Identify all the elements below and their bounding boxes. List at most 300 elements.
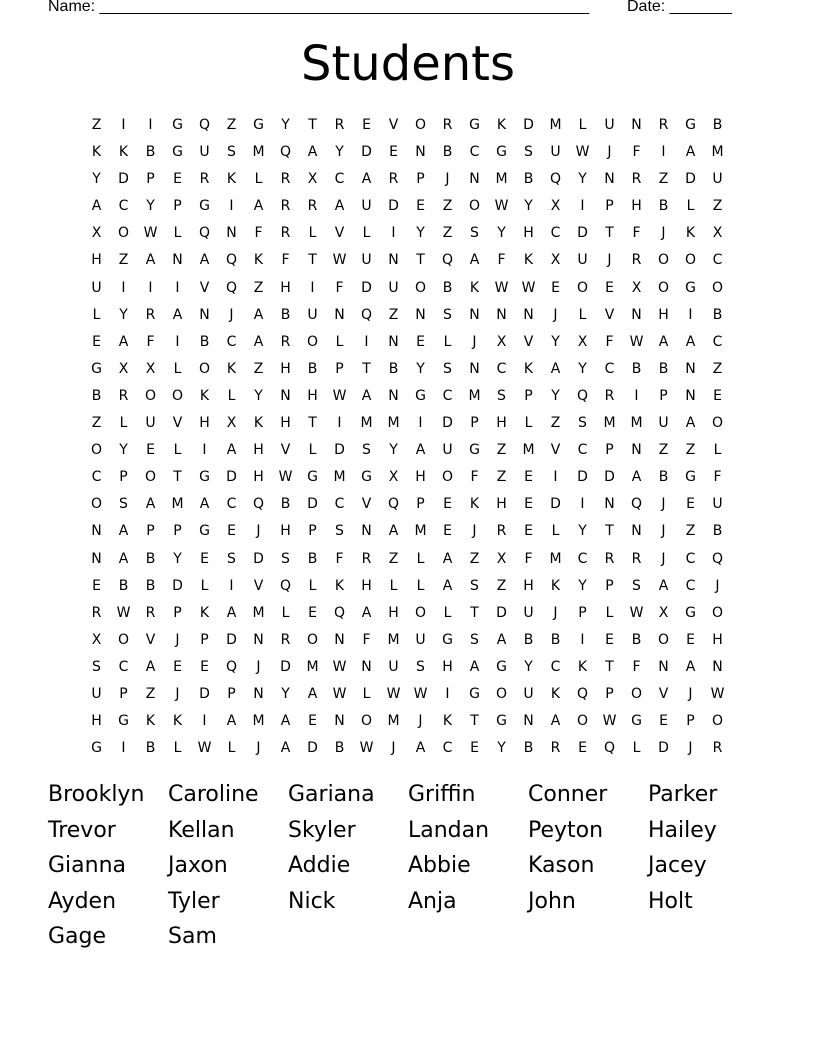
grid-row — [83, 627, 731, 654]
grid-letter: V — [145, 631, 156, 648]
grid-letter: I — [175, 333, 180, 350]
grid-letter: W — [710, 685, 725, 702]
grid-letter: X — [631, 279, 642, 296]
grid-letter: N — [496, 306, 507, 323]
grid-row — [83, 275, 731, 302]
grid-letter: M — [171, 496, 184, 513]
grid-letter: H — [280, 360, 291, 377]
grid-letter: C — [685, 577, 696, 594]
grid-letter: E — [443, 496, 452, 513]
grid-letter: M — [252, 144, 265, 161]
grid-letter: P — [146, 523, 155, 540]
grid-letter: B — [712, 306, 723, 323]
grid-letter: B — [658, 360, 669, 377]
grid-letter: L — [578, 117, 587, 133]
grid-letter: I — [580, 631, 585, 648]
grid-letter: B — [280, 306, 291, 323]
grid-letter: L — [308, 225, 317, 242]
grid-letter: G — [685, 117, 696, 133]
grid-letter: N — [685, 387, 696, 404]
grid-letter: P — [578, 604, 587, 621]
grid-letter: Q — [279, 577, 292, 594]
grid-letter: P — [416, 496, 425, 513]
grid-letter: F — [497, 252, 506, 269]
grid-letter: Y — [578, 171, 587, 188]
grid-letter: E — [605, 631, 614, 648]
grid-letter: K — [523, 360, 534, 377]
grid-letter: U — [361, 198, 372, 215]
grid-letter: K — [145, 713, 156, 730]
grid-letter: O — [576, 713, 589, 730]
grid-letter: W — [359, 740, 374, 757]
grid-letter: A — [253, 306, 264, 323]
grid-letter: S — [443, 306, 452, 323]
grid-letter: U — [415, 631, 426, 648]
grid-letter: L — [254, 171, 263, 188]
grid-letter: X — [91, 225, 102, 242]
grid-row — [83, 329, 731, 356]
grid-letter: I — [121, 117, 126, 133]
grid-letter: I — [661, 144, 666, 161]
grid-letter: K — [226, 360, 237, 377]
grid-letter: Z — [496, 442, 507, 459]
grid-letter: U — [550, 144, 561, 161]
grid-letter: T — [470, 604, 479, 621]
grid-letter: W — [143, 225, 158, 242]
grid-row — [83, 546, 731, 573]
grid-letter: D — [685, 171, 696, 188]
grid-letter: G — [307, 469, 318, 486]
grid-letter: Z — [253, 360, 264, 377]
grid-letter: R — [199, 171, 210, 188]
grid-letter: P — [605, 577, 614, 594]
grid-letter: N — [334, 306, 345, 323]
grid-letter: G — [496, 713, 507, 730]
grid-row — [83, 654, 731, 681]
grid-letter: X — [145, 360, 156, 377]
grid-letter: X — [550, 198, 561, 215]
grid-letter: M — [387, 713, 400, 730]
grid-letter: L — [308, 442, 317, 459]
word-bank-item: Peyton — [528, 817, 604, 843]
grid-letter: H — [91, 252, 102, 269]
grid-letter: R — [145, 306, 156, 323]
grid-letter: B — [712, 117, 723, 133]
grid-letter: Z — [496, 577, 507, 594]
word-bank-item: Gage — [48, 924, 107, 949]
grid-letter: I — [121, 740, 126, 757]
grid-letter: F — [524, 550, 533, 567]
grid-letter: N — [172, 252, 183, 269]
grid-letter: D — [658, 740, 669, 757]
grid-letter: B — [523, 171, 534, 188]
grid-letter: W — [629, 333, 644, 350]
grid-letter: L — [281, 604, 290, 621]
grid-letter: V — [172, 415, 183, 432]
grid-letter: Z — [442, 198, 453, 215]
grid-letter: Z — [685, 442, 696, 459]
grid-letter: H — [253, 469, 264, 486]
grid-letter: Y — [497, 740, 506, 757]
grid-letter: Z — [388, 550, 399, 567]
grid-letter: H — [523, 225, 534, 242]
grid-letter: N — [523, 713, 534, 730]
grid-letter: Z — [550, 415, 561, 432]
grid-letter: I — [310, 279, 315, 296]
grid-letter: I — [148, 279, 153, 296]
grid-letter: L — [416, 550, 425, 567]
grid-letter: D — [280, 658, 291, 675]
grid-letter: O — [711, 279, 724, 296]
grid-letter: O — [90, 496, 103, 513]
word-bank-item: John — [528, 888, 576, 914]
grid-letter: N — [712, 658, 723, 675]
grid-letter: C — [712, 333, 723, 350]
grid-letter: A — [145, 658, 156, 675]
grid-row — [83, 491, 731, 518]
grid-letter: Q — [576, 685, 589, 702]
grid-letter: I — [445, 685, 450, 702]
grid-letter: Q — [225, 658, 238, 675]
grid-letter: L — [686, 198, 695, 215]
grid-letter: I — [121, 279, 126, 296]
grid-letter: Q — [198, 225, 211, 242]
grid-letter: U — [307, 306, 318, 323]
grid-letter: U — [361, 252, 372, 269]
grid-letter: P — [470, 415, 479, 432]
grid-letter: N — [334, 713, 345, 730]
grid-letter: P — [119, 685, 128, 702]
grid-letter: B — [145, 144, 156, 161]
grid-letter: M — [252, 713, 265, 730]
grid-letter: O — [306, 631, 319, 648]
grid-letter: O — [711, 713, 724, 730]
grid-letter: O — [360, 713, 373, 730]
grid-letter: I — [175, 279, 180, 296]
grid-letter: N — [685, 360, 696, 377]
grid-letter: K — [442, 713, 453, 730]
grid-letter: X — [388, 469, 399, 486]
grid-letter: O — [117, 225, 130, 242]
grid-row — [83, 573, 731, 600]
grid-letter: E — [713, 387, 722, 404]
grid-letter: Z — [658, 171, 669, 188]
grid-letter: I — [580, 496, 585, 513]
grid-row — [83, 220, 731, 247]
grid-letter: A — [550, 713, 561, 730]
grid-letter: L — [605, 604, 614, 621]
grid-letter: S — [443, 360, 452, 377]
grid-letter: L — [308, 577, 317, 594]
grid-letter: Y — [254, 387, 263, 404]
grid-letter: G — [685, 469, 696, 486]
grid-letter: U — [91, 279, 102, 296]
grid-letter: A — [685, 415, 696, 432]
grid-letter: K — [253, 415, 264, 432]
grid-letter: C — [442, 740, 453, 757]
grid-letter: Q — [711, 550, 724, 567]
grid-letter: G — [199, 198, 210, 215]
grid-letter: O — [711, 415, 724, 432]
grid-letter: P — [605, 198, 614, 215]
grid-letter: B — [550, 631, 561, 648]
grid-letter: N — [388, 333, 399, 350]
grid-letter: M — [522, 442, 535, 459]
word-bank-item: Holt — [648, 888, 693, 914]
grid-letter: D — [334, 442, 345, 459]
grid-letter: T — [470, 713, 479, 730]
grid-letter: Y — [281, 117, 290, 133]
grid-letter: E — [227, 523, 236, 540]
grid-letter: E — [92, 333, 101, 350]
grid-letter: B — [523, 740, 534, 757]
grid-letter: P — [146, 171, 155, 188]
grid-letter: Y — [389, 442, 398, 459]
grid-letter: K — [577, 658, 588, 675]
grid-letter: A — [199, 252, 210, 269]
grid-letter: E — [686, 631, 695, 648]
grid-letter: Q — [576, 387, 589, 404]
grid-letter: C — [577, 550, 588, 567]
grid-letter: B — [280, 496, 291, 513]
grid-letter: H — [307, 387, 318, 404]
grid-letter: G — [91, 360, 102, 377]
grid-row — [83, 247, 731, 274]
grid-letter: M — [252, 604, 265, 621]
grid-letter: D — [307, 740, 318, 757]
grid-letter: A — [388, 523, 399, 540]
grid-letter: H — [631, 198, 642, 215]
grid-letter: W — [494, 279, 509, 296]
grid-letter: K — [199, 604, 210, 621]
grid-letter: C — [334, 496, 345, 513]
grid-letter: I — [337, 415, 342, 432]
grid-letter: Z — [118, 252, 129, 269]
grid-letter: O — [468, 198, 481, 215]
grid-letter: B — [199, 333, 210, 350]
grid-letter: V — [658, 685, 669, 702]
grid-letter: M — [414, 523, 427, 540]
grid-letter: L — [389, 577, 398, 594]
grid-letter: O — [90, 442, 103, 459]
grid-letter: S — [470, 577, 479, 594]
grid-letter: T — [605, 658, 614, 675]
word-bank-item: Brooklyn — [48, 782, 145, 807]
grid-letter: P — [416, 171, 425, 188]
grid-letter: G — [172, 144, 183, 161]
grid-letter: S — [470, 225, 479, 242]
grid-letter: J — [256, 740, 261, 757]
grid-letter: C — [469, 144, 480, 161]
grid-letter: A — [226, 442, 237, 459]
grid-letter: D — [496, 604, 507, 621]
grid-letter: O — [414, 279, 427, 296]
grid-letter: A — [307, 685, 318, 702]
grid-letter: A — [280, 713, 291, 730]
grid-letter: O — [306, 333, 319, 350]
grid-letter: O — [117, 631, 130, 648]
grid-letter: A — [415, 442, 426, 459]
grid-letter: A — [658, 333, 669, 350]
grid-letter: O — [414, 117, 427, 133]
grid-letter: I — [418, 415, 423, 432]
grid-letter: J — [688, 685, 693, 702]
grid-letter: V — [199, 279, 210, 296]
grid-letter: L — [335, 333, 344, 350]
grid-letter: N — [604, 496, 615, 513]
grid-letter: M — [387, 631, 400, 648]
grid-letter: K — [550, 577, 561, 594]
grid-letter: O — [144, 469, 157, 486]
grid-letter: K — [496, 117, 507, 133]
grid-letter: B — [145, 577, 156, 594]
grid-letter: K — [523, 252, 534, 269]
grid-letter: S — [497, 387, 506, 404]
grid-letter: Q — [360, 306, 373, 323]
grid-letter: L — [416, 577, 425, 594]
grid-letter: D — [577, 225, 588, 242]
grid-letter: J — [661, 523, 666, 540]
grid-row — [83, 735, 731, 762]
grid-letter: G — [118, 713, 129, 730]
grid-letter: B — [442, 279, 453, 296]
grid-letter: J — [391, 740, 396, 757]
grid-letter: Y — [119, 306, 128, 323]
grid-letter: F — [146, 333, 155, 350]
grid-letter: J — [553, 306, 558, 323]
page-title: Students — [301, 36, 515, 92]
grid-letter: R — [91, 604, 102, 621]
grid-letter: Y — [416, 360, 425, 377]
grid-letter: W — [197, 740, 212, 757]
grid-letter: D — [307, 496, 318, 513]
grid-letter: F — [254, 225, 263, 242]
grid-letter: G — [631, 713, 642, 730]
grid-letter: W — [386, 685, 401, 702]
grid-letter: T — [308, 415, 317, 432]
grid-letter: J — [256, 658, 261, 675]
grid-letter: Z — [91, 415, 102, 432]
grid-letter: A — [631, 469, 642, 486]
grid-letter: L — [173, 442, 182, 459]
grid-letter: J — [175, 685, 180, 702]
grid-letter: E — [416, 198, 425, 215]
grid-letter: F — [632, 658, 641, 675]
grid-letter: B — [712, 523, 723, 540]
grid-letter: P — [524, 387, 533, 404]
grid-letter: N — [199, 306, 210, 323]
grid-letter: Z — [91, 117, 102, 133]
grid-letter: P — [605, 685, 614, 702]
grid-letter: B — [523, 631, 534, 648]
grid-letter: K — [550, 685, 561, 702]
grid-letter: Z — [388, 306, 399, 323]
grid-row — [83, 600, 731, 627]
grid-letter: Q — [441, 252, 454, 269]
grid-letter: G — [253, 117, 264, 133]
grid-letter: S — [362, 442, 371, 459]
word-bank-item: Jacey — [648, 853, 707, 878]
grid-letter: C — [226, 496, 237, 513]
grid-letter: A — [550, 360, 561, 377]
grid-row — [83, 302, 731, 329]
grid-letter: N — [415, 144, 426, 161]
word-bank-item: Conner — [528, 782, 608, 807]
grid-letter: Q — [630, 496, 643, 513]
grid-letter: P — [173, 604, 182, 621]
grid-row — [83, 166, 731, 193]
grid-letter: E — [200, 550, 209, 567]
grid-letter: Y — [551, 387, 560, 404]
grid-letter: N — [334, 631, 345, 648]
grid-letter: B — [145, 550, 156, 567]
grid-letter: E — [200, 658, 209, 675]
grid-letter: P — [659, 387, 668, 404]
grid-letter: M — [630, 415, 643, 432]
grid-letter: O — [711, 604, 724, 621]
grid-letter: D — [226, 469, 237, 486]
grid-letter: O — [630, 685, 643, 702]
grid-letter: N — [469, 360, 480, 377]
grid-letter: X — [226, 415, 237, 432]
grid-letter: W — [332, 252, 347, 269]
grid-letter: H — [280, 279, 291, 296]
grid-letter: U — [577, 252, 588, 269]
grid-letter: G — [496, 658, 507, 675]
grid-letter: T — [308, 117, 317, 133]
grid-letter: J — [229, 306, 234, 323]
grid-letter: E — [551, 279, 560, 296]
grid-row — [83, 112, 731, 139]
grid-letter: J — [175, 631, 180, 648]
grid-letter: J — [418, 713, 423, 730]
grid-letter: A — [469, 252, 480, 269]
grid-letter: R — [631, 171, 642, 188]
grid-letter: J — [661, 550, 666, 567]
grid-letter: B — [145, 740, 156, 757]
grid-letter: J — [607, 252, 612, 269]
grid-letter: A — [145, 252, 156, 269]
grid-letter: C — [442, 387, 453, 404]
grid-letter: E — [524, 496, 533, 513]
grid-letter: X — [91, 631, 102, 648]
grid-letter: A — [496, 631, 507, 648]
grid-letter: R — [604, 387, 615, 404]
grid-letter: B — [388, 360, 399, 377]
grid-letter: X — [118, 360, 129, 377]
grid-letter: G — [496, 144, 507, 161]
grid-letter: L — [173, 225, 182, 242]
grid-letter: Q — [603, 740, 616, 757]
grid-row — [83, 356, 731, 383]
grid-letter: W — [116, 604, 131, 621]
grid-letter: J — [607, 144, 612, 161]
grid-letter: P — [308, 523, 317, 540]
grid-letter: H — [91, 713, 102, 730]
grid-letter: H — [280, 523, 291, 540]
grid-letter: R — [658, 117, 669, 133]
grid-letter: A — [685, 658, 696, 675]
word-bank-item: Tyler — [168, 888, 220, 914]
grid-letter: M — [468, 387, 481, 404]
word-bank-item: Gianna — [48, 853, 127, 878]
grid-letter: E — [173, 658, 182, 675]
grid-letter: M — [387, 415, 400, 432]
grid-letter: A — [253, 333, 264, 350]
grid-letter: A — [307, 144, 318, 161]
grid-letter: V — [253, 577, 264, 594]
grid-letter: A — [145, 496, 156, 513]
